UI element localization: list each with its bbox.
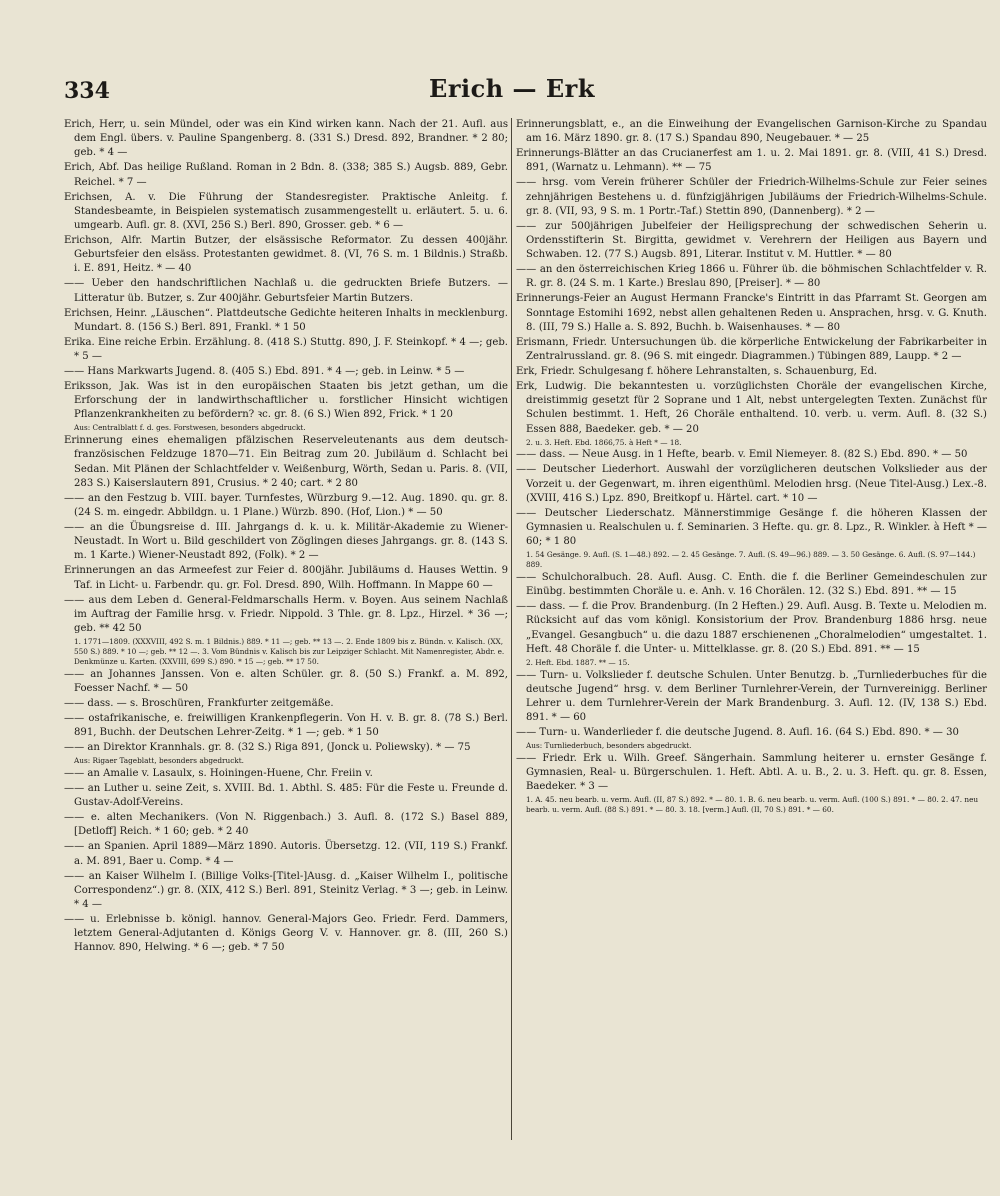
- running-head: Erich — Erk: [429, 74, 595, 103]
- catalog-entry: —— hrsg. vom Verein früherer Schüler der Friedrich-Wilhelms-Schule zur Feier seines zehnjährigen Bestehens u. d. fünfzigjährigen Jubiläums der Friedrich-Wilhelms-Schule. gr. 8. (VII, 93, 9 S. m. 1 Portr.-Taf.) Stettin 890, (Dannenberg). * 2 —: [516, 177, 987, 217]
- catalog-entry: Erichsen, Heinr. „Läuschen“. Plattdeutsche Gedichte heiteren Inhalts in mecklenburg. Mundart. 8. (156 S.) Berl. 891, Frankl. * 1 50: [64, 307, 508, 333]
- catalog-note: 2. u. 3. Heft. Ebd. 1866,75. à Heft * — 18.: [526, 437, 682, 447]
- right-column: [516, 118, 987, 1148]
- catalog-entry: Erich, Herr, u. sein Mündel, oder was ein Kind wirken kann. Nach der 21. Aufl. aus dem Engl. übers. v. Pauline Spangenberg. 8. (331 S.) Dresd. 892, Brandner. * 2 80; geb. * 4 —: [64, 119, 508, 159]
- catalog-entry: Erinnerungen an das Armeefest zur Feier d. 800jähr. Jubiläums d. Hauses Wettin. 9 Taf. in Licht- u. Farbendr. qu. gr. Fol. Dresd. 890, Wilh. Hoffmann. In Mappe 60 —: [64, 565, 508, 591]
- catalog-note: 1. 54 Gesänge. 9. Aufl. (S. 1—48.) 892. — 2. 45 Gesänge. 7. Aufl. (S. 49—96.) 889. — 3. 50 Gesänge. 6. Aufl. (S. 97—144.) 889.: [526, 550, 976, 570]
- catalog-entry: Erinnerung eines ehemaligen pfälzischen Reserveleutenants aus dem deutsch-französischen Feldzuge 1870—71. Ein Beitrag zum 20. Jubiläum d. Schlacht bei Sedan. Mit Plänen der Schlachtfelder v. Weißenburg, Wörth, Sedan u. Paris. 8. (VII, 283 S.) Kaiserslautern 891, Crusius. * 2 40; cart. * 2 80: [64, 435, 508, 489]
- catalog-entry: —— Turn- u. Wanderlieder f. die deutsche Jugend. 8. Aufl. 16. (64 S.) Ebd. 890. * — 30: [516, 727, 959, 739]
- catalog-entry: —— Ueber den handschriftlichen Nachlaß u. die gedruckten Briefe Butzers. — Litteratur üb. Butzer, s. Zur 400jähr. Geburtsfeier Martin Butzers.: [64, 278, 508, 304]
- catalog-entry: —— zur 500jährigen Jubelfeier der Heiligsprechung der schwedischen Seherin u. Ordensstifterin St. Birgitta, gewidmet v. Verehrern der Heiligen aus Bayern und Schwaben. 12. (77 S.) Augsb. 891, Literar. Institut v. M. Huttler. * — 80: [516, 220, 987, 261]
- page-header: [64, 72, 960, 112]
- catalog-entry: —— dass. — Neue Ausg. in 1 Hefte, bearb. v. Emil Niemeyer. 8. (82 S.) Ebd. 890. * — 50: [516, 449, 968, 461]
- catalog-note: 1. 1771—1809. (XXXVIII, 492 S. m. 1 Bildnis.) 889. * 11 —; geb. ** 13 —. 2. Ende 1809 bis z. Bündn. v. Kalisch. (XX, 550 S.) 889. * 10 —; geb. ** 12 —. 3. Vom Bündnis v. Kalisch bis zur Leipziger Schlacht. Mit Namenregister, Abdr. e. Denkmünze u. Karten. (XXVIII, 699 S.) 890. * 15 —; geb. ** 17 50.: [74, 637, 505, 667]
- catalog-entry: Erinnerungsblatt, e., an die Einweihung der Evangelischen Garnison-Kirche zu Spandau am 16. März 1890. gr. 8. (17 S.) Spandau 890, Neugebauer. * — 25: [516, 119, 987, 145]
- catalog-entry: —— an Luther u. seine Zeit, s. XVIII. Bd. 1. Abthl. S. 485: Für die Feste u. Freunde d. Gustav-Adolf-Vereins.: [64, 783, 508, 809]
- catalog-entry: Erinnerungs-Feier an August Hermann Francke's Eintritt in das Pfarramt St. Georgen am Sonntage Estomihi 1692, nebst allen gehaltenen Reden u. Ansprachen, hrsg. v. G. Knuth. 8. (III, 79 S.) Halle a. S. 892, Buchh. b. Waisenhauses. * — 80: [516, 293, 987, 333]
- catalog-entry: —— dass. — f. die Prov. Brandenburg. (In 2 Heften.) 29. Aufl. Ausg. B. Texte u. Melodien m. Rücksicht auf das vom königl. Konsistorium der Prov. Brandenburg 1886 hrsg. neue „Evangel. Gesangbuch“ u. die dazu 1887 erschienenen „Choralmelodien“ umgestaltet. 1. Heft. 48 Choräle f. die Unter- u. Mittelklasse. gr. 8. (20 S.) Ebd. 891. ** — 15: [516, 601, 987, 655]
- catalog-entry: Eriksson, Jak. Was ist in den europäischen Staaten bis jetzt gethan, um die Erforschung der in landwirthschaftlicher u. forstlicher Hinsicht wichtigen Pflanzenkrankheiten zu befördern? ꝛc. gr. 8. (6 S.) Wien 892, Frick. * 1 20: [64, 381, 508, 421]
- catalog-entry: Erismann, Friedr. Untersuchungen üb. die körperliche Entwickelung der Fabrikarbeiter in Zentralrussland. gr. 8. (96 S. mit eingedr. Diagrammen.) Tübingen 889, Laupp. * 2 —: [516, 336, 987, 363]
- catalog-entry: —— dass. — s. Broschüren, Frankfurter zeitgemäße.: [64, 698, 334, 710]
- catalog-entry: —— an Kaiser Wilhelm I. (Billige Volks-[Titel-]Ausg. d. „Kaiser Wilhelm I., politische Correspondenz“.) gr. 8. (XIX, 412 S.) Berl. 891, Steinitz Verlag. * 3 —; geb. in Leinw. * 4 —: [64, 870, 508, 911]
- catalog-entry: Erichsen, A. v. Die Führung der Standesregister. Praktische Anleitg. f. Standesbeamte, in Beispielen systematisch zusammengestellt u. erläutert. 5. u. 6. umgearb. Aufl. gr. 8. (XVI, 256 S.) Berl. 890, Grosser. geb. * 6 —: [64, 191, 508, 232]
- catalog-columns: [64, 118, 987, 1148]
- catalog-entry: Erika. Eine reiche Erbin. Erzählung. 8. (418 S.) Stuttg. 890, J. F. Steinkopf. * 4 —; geb. * 5 —: [64, 336, 508, 363]
- catalog-note: Aus: Rigaer Tageblatt, besonders abgedruckt.: [74, 756, 244, 766]
- catalog-entry: —— Turn- u. Volkslieder f. deutsche Schulen. Unter Benutzg. b. „Turnliederbuches für die deutsche Jugend“ hrsg. v. dem Berliner Turnlehrer-Verein, der Turnvereinigg. Berliner Lehrer u. dem Turnlehrer-Verein der Mark Brandenburg. 3. Aufl. 12. (IV, 138 S.) Ebd. 891. * — 60: [516, 669, 987, 724]
- catalog-entry: —— an Spanien. April 1889—März 1890. Autoris. Übersetzg. 12. (VII, 119 S.) Frankf. a. M. 891, Baer u. Comp. * 4 —: [64, 841, 508, 867]
- catalog-entry: —— an den österreichischen Krieg 1866 u. Führer üb. die böhmischen Schlachtfelder v. R. R. gr. 8. (24 S. m. 1 Karte.) Breslau 890, [Preiser]. * — 80: [516, 264, 987, 290]
- catalog-entry: —— an Johannes Janssen. Von e. alten Schüler. gr. 8. (50 S.) Frankf. a. M. 892, Foesser Nachf. * — 50: [64, 668, 508, 695]
- catalog-entry: —— Hans Markwarts Jugend. 8. (405 S.) Ebd. 891. * 4 —; geb. in Leinw. * 5 —: [64, 366, 465, 378]
- catalog-entry: —— aus dem Leben d. General-Feldmarschalls Herm. v. Boyen. Aus seinem Nachlaß im Auftrag der Familie hrsg. v. Friedr. Nippold. 3 Thle. gr. 8. Lpz., Hirzel. * 36 —; geb. ** 42 50: [64, 594, 508, 635]
- catalog-entry: —— Friedr. Erk u. Wilh. Greef. Sängerhain. Sammlung heiterer u. ernster Gesänge f. Gymnasien, Real- u. Bürgerschulen. 1. Heft. Abtl. A. u. B., 2. u. 3. Heft. qu. gr. 8. Essen, Baedeker. * 3 —: [516, 753, 987, 793]
- catalog-entry: Erinnerungs-Blätter an das Crucianerfest am 1. u. 2. Mai 1891. gr. 8. (VIII, 41 S.) Dresd. 891, (Warnatz u. Lehmann). ** — 75: [516, 148, 987, 174]
- catalog-entry: —— ostafrikanische, e. freiwilligen Krankenpflegerin. Von H. v. B. gr. 8. (78 S.) Berl. 891, Buchh. der Deutschen Lehrer-Zeitg. * 1 —; geb. * 1 50: [64, 713, 508, 739]
- catalog-entry: —— an den Festzug b. VIII. bayer. Turnfestes, Würzburg 9.—12. Aug. 1890. qu. gr. 8. (24 S. m. eingedr. Abbildgn. u. 1 Plane.) Würzb. 890. (Hof, Lion.) * — 50: [64, 492, 508, 519]
- catalog-entry: —— Deutscher Liederhort. Auswahl der vorzüglicheren deutschen Volkslieder aus der Vorzeit u. der Gegenwart, m. ihren eigenthüml. Melodien hrsg. (Neue Titel-Ausg.) Lex.-8. (XVIII, 416 S.) Lpz. 890, Breitkopf u. Härtel. cart. * 10 —: [516, 464, 987, 504]
- page-number: 334: [64, 78, 110, 104]
- catalog-note: 2. Heft. Ebd. 1887. ** — 15.: [526, 657, 630, 667]
- column-divider: [511, 118, 512, 1140]
- catalog-note: 1. A. 45. neu bearb. u. verm. Aufl. (II, 87 S.) 892. * — 80. 1. B. 6. neu bearb. u. verm. Aufl. (100 S.) 891. * — 80. 2. 47. neu bearb. u. verm. Aufl. (88 S.) 891. * — 80. 3. 18. [verm.] Aufl. (II, 70 S.) 891. * — 60.: [526, 795, 979, 815]
- catalog-entry: —— an Direktor Krannhals. gr. 8. (32 S.) Riga 891, (Jonck u. Poliewsky). * — 75: [64, 742, 471, 754]
- catalog-entry: Erichson, Alfr. Martin Butzer, der elsässische Reformator. Zu dessen 400jähr. Geburtsfeier den elsäss. Protestanten gewidmet. 8. (VI, 76 S. m. 1 Bildnis.) Straßb. i. E. 891, Heitz. * — 40: [64, 235, 508, 275]
- catalog-entry: Erk, Friedr. Schulgesang f. höhere Lehranstalten, s. Schauenburg, Ed.: [516, 366, 878, 378]
- catalog-entry: —— e. alten Mechanikers. (Von N. Riggenbach.) 3. Aufl. 8. (172 S.) Basel 889, [Detloff] Reich. * 1 60; geb. * 2 40: [64, 812, 508, 838]
- left-column: [64, 118, 508, 1148]
- catalog-entry: Erk, Ludwig. Die bekanntesten u. vorzüglichsten Choräle der evangelischen Kirche, dreistimmig gesetzt für 2 Soprane und 1 Alt, nebst untergelegten Texten. Zunächst für Schulen bestimmt. 1. Heft, 26 Choräle enthaltend. 10. verb. u. verm. Aufl. 8. (32 S.) Essen 888, Baedeker. geb. * — 20: [516, 381, 987, 435]
- catalog-entry: —— Deutscher Liederschatz. Männerstimmige Gesänge f. die höheren Klassen der Gymnasien u. Realschulen u. f. Seminarien. 3 Hefte. qu. gr. 8. Lpz., R. Winkler. à Heft * — 60; * 1 80: [516, 507, 987, 548]
- catalog-note: Aus: Turnliederbuch, besonders abgedruckt.: [526, 741, 692, 751]
- catalog-note: Aus: Centralblatt f. d. ges. Forstwesen, besonders abgedruckt.: [74, 423, 306, 433]
- catalog-entry: —— Schulchoralbuch. 28. Aufl. Ausg. C. Enth. die f. die Berliner Gemeindeschulen zur Einübg. bestimmten Choräle u. e. Anh. v. 16 Chorälen. 12. (32 S.) Ebd. 891. ** — 15: [516, 572, 987, 598]
- catalog-entry: Erich, Abf. Das heilige Rußland. Roman in 2 Bdn. 8. (338; 385 S.) Augsb. 889, Gebr. Reichel. * 7 —: [64, 162, 508, 188]
- catalog-entry: —— an die Übungsreise d. III. Jahrgangs d. k. u. k. Militär-Akademie zu Wiener-Neustadt. In Wort u. Bild geschildert von Zöglingen dieses Jahrgangs. gr. 8. (143 S. m. 1 Karte.) Wiener-Neustadt 892, (Folk). * 2 —: [64, 522, 508, 562]
- catalog-entry: —— u. Erlebnisse b. königl. hannov. General-Majors Geo. Friedr. Ferd. Dammers, letztem General-Adjutanten d. Königs Georg V. v. Hannover. gr. 8. (III, 260 S.) Hannov. 890, Helwing. * 6 —; geb. * 7 50: [64, 914, 508, 954]
- catalog-entry: —— an Amalie v. Lasaulx, s. Hoiningen-Huene, Chr. Freiin v.: [64, 768, 373, 780]
